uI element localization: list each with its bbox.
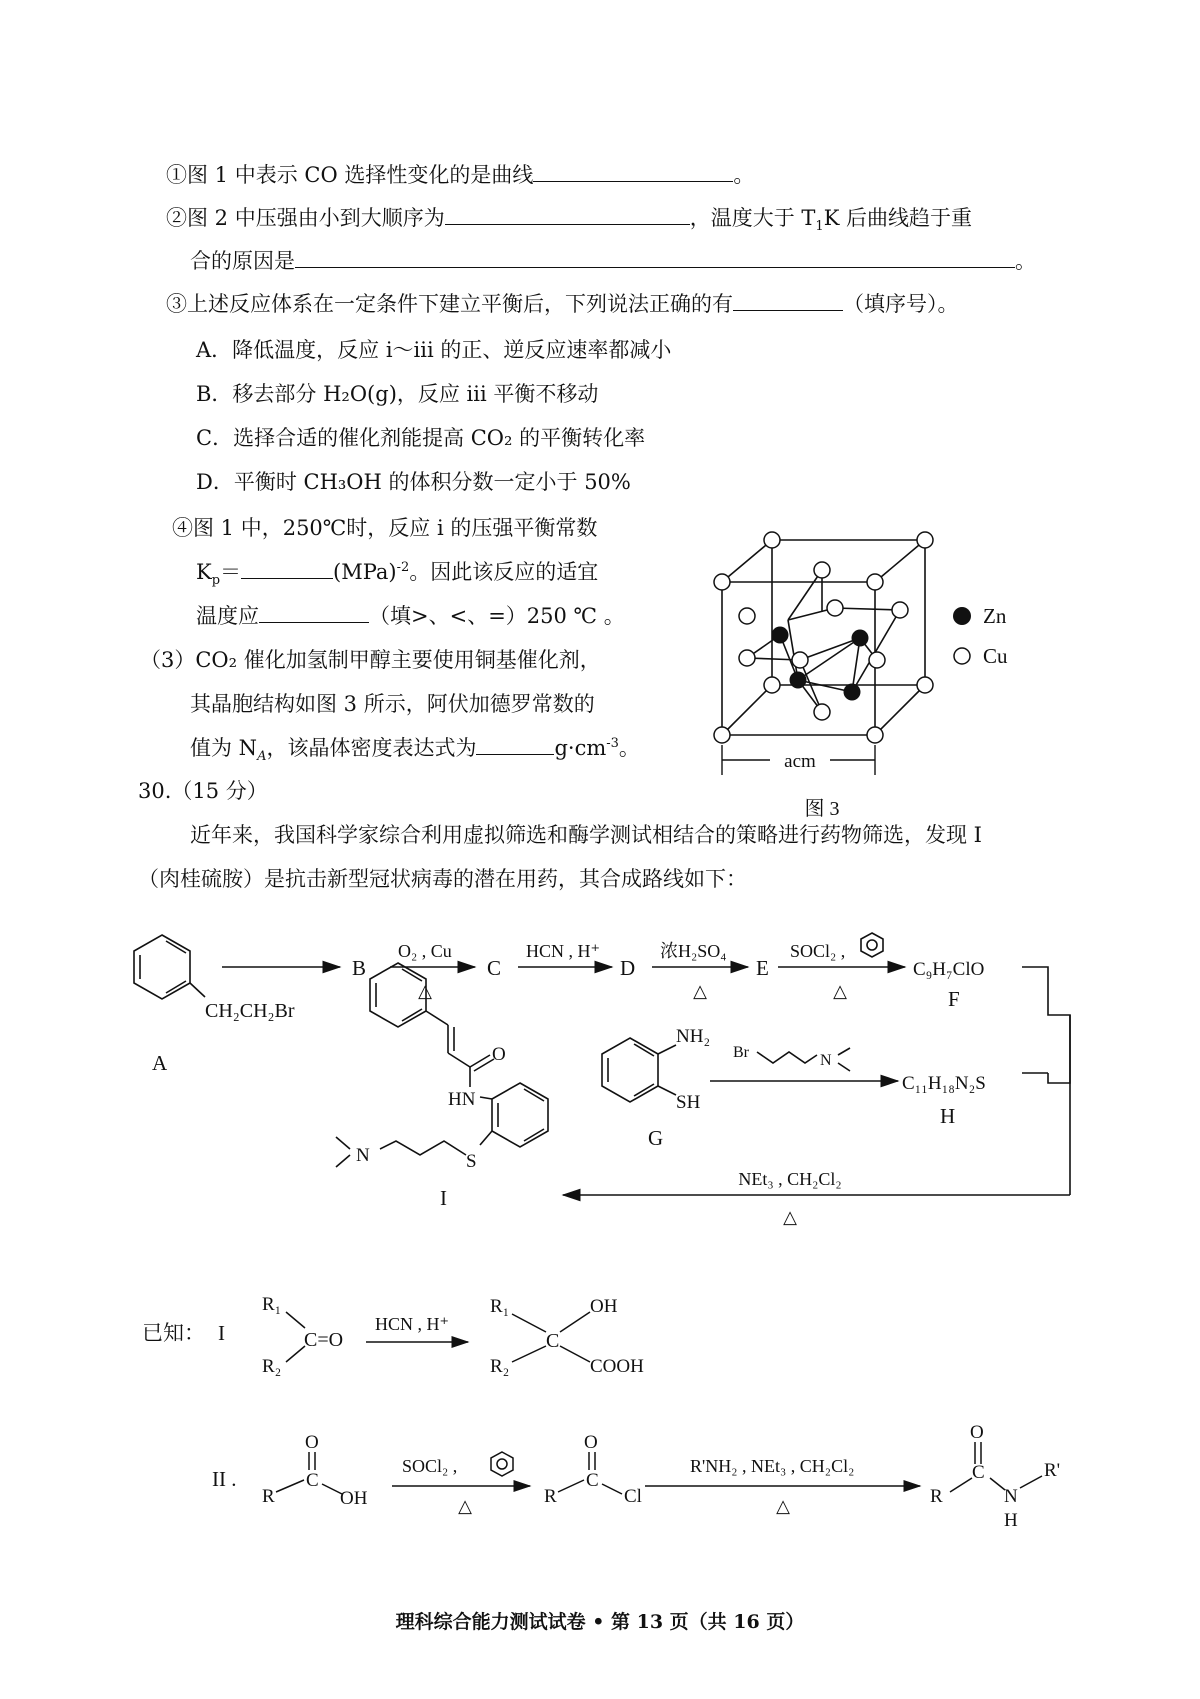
- svg-text:HCN , H⁺: HCN , H⁺: [375, 1314, 450, 1334]
- svg-text:N: N: [1004, 1486, 1018, 1507]
- compound-b: B: [352, 956, 367, 980]
- svg-text:HCN , H⁺: HCN , H⁺: [526, 941, 601, 961]
- answer-blank[interactable]: [259, 604, 369, 623]
- known-label: 已知：: [142, 1321, 205, 1345]
- svg-text:O₂ , Cu: O₂ , Cu: [398, 941, 452, 961]
- svg-text:OH: OH: [340, 1488, 368, 1509]
- svg-text:R: R: [262, 1486, 275, 1507]
- unit-cell-figure: [700, 530, 1030, 820]
- svg-text:C=O: C=O: [304, 1329, 344, 1351]
- known-reactions: [0, 1280, 1200, 1570]
- q29-part3: （3）CO₂ 催化加氢制甲醇主要使用铜基催化剂，: [140, 648, 601, 672]
- zn-legend-label: Zn: [983, 604, 1007, 628]
- svg-text:△: △: [776, 1496, 790, 1516]
- svg-text:△: △: [458, 1496, 472, 1516]
- compound-f-label: F: [948, 987, 960, 1011]
- zn-atoms: [772, 627, 869, 701]
- answer-blank[interactable]: [533, 163, 733, 182]
- zn-legend-icon: [953, 607, 971, 625]
- cu-legend-label: Cu: [983, 644, 1008, 668]
- q29-part3-line3: 值为 $N_A$，该晶体密度表达式为 $g\cdot cm^{-3}$。: [190, 736, 640, 765]
- answer-blank[interactable]: [733, 292, 843, 311]
- benzene-ring-i-bottom: [492, 1083, 548, 1147]
- svg-text:O: O: [305, 1432, 319, 1453]
- synthesis-scheme: [0, 905, 1200, 1275]
- option-a: A．降低温度，反应 i～iii 的正、逆反应速率都减小: [196, 338, 672, 362]
- svg-text:HN: HN: [448, 1089, 476, 1110]
- q30-intro-line1: 近年来，我国科学家综合利用虚拟筛选和酶学测试相结合的策略进行药物筛选，发现 I: [190, 823, 982, 847]
- svg-text:R₁: R₁: [490, 1296, 510, 1317]
- q29-item2-cont: 合的原因是 。: [190, 249, 1036, 273]
- svg-text:C: C: [972, 1462, 985, 1483]
- benzene-ring-g: [602, 1038, 658, 1102]
- svg-text:Br: Br: [733, 1044, 749, 1061]
- svg-text:C: C: [586, 1470, 599, 1491]
- svg-text:H: H: [1004, 1510, 1018, 1531]
- cu-legend-icon: [954, 648, 970, 664]
- svg-text:O: O: [970, 1422, 984, 1443]
- svg-text:COOH: COOH: [590, 1356, 644, 1377]
- svg-text:△: △: [833, 981, 847, 1001]
- compound-a-label: A: [152, 1051, 168, 1075]
- answer-blank[interactable]: [241, 560, 333, 579]
- option-c: C．选择合适的催化剂能提高 CO₂ 的平衡转化率: [196, 426, 646, 450]
- benzene-ring-a: [134, 935, 190, 999]
- svg-text:SOCl₂ ,: SOCl₂ ,: [790, 941, 846, 961]
- svg-text:SH: SH: [676, 1092, 701, 1113]
- figure-caption: 图 3: [804, 798, 840, 820]
- q30-intro-line2: （肉桂硫胺）是抗击新型冠状病毒的潜在用药，其合成路线如下：: [138, 867, 747, 891]
- svg-text:R₁: R₁: [262, 1294, 282, 1315]
- q29-item1: ①图 1 中表示 CO 选择性变化的是曲线 。: [166, 163, 755, 187]
- svg-text:R': R': [1044, 1460, 1061, 1481]
- svg-text:SOCl₂ ,: SOCl₂ ,: [402, 1456, 458, 1476]
- svg-text:N: N: [820, 1052, 832, 1069]
- svg-text:OH: OH: [590, 1296, 618, 1317]
- option-b: B．移去部分 H₂O(g)，反应 iii 平衡不移动: [196, 382, 599, 406]
- cu-atoms: [714, 532, 933, 743]
- svg-text:Cl: Cl: [624, 1486, 642, 1507]
- svg-text:NH₂: NH₂: [676, 1026, 711, 1047]
- compound-c: C: [487, 956, 502, 980]
- svg-text:C: C: [546, 1330, 560, 1352]
- svg-text:I: I: [218, 1321, 225, 1345]
- svg-text:R: R: [930, 1486, 943, 1507]
- q29-item4-temp: 温度应 （填>、<、=）250 ℃ 。: [196, 604, 625, 628]
- q29-item3: ③上述反应体系在一定条件下建立平衡后，下列说法正确的有 （填序号）。: [166, 292, 959, 316]
- svg-text:R₂: R₂: [262, 1356, 282, 1377]
- answer-blank[interactable]: [295, 249, 1015, 268]
- svg-text:R₂: R₂: [490, 1356, 510, 1377]
- svg-text:△: △: [783, 1207, 797, 1227]
- svg-text:△: △: [693, 981, 707, 1001]
- compound-h-label: H: [940, 1104, 956, 1128]
- svg-text:II .: II .: [212, 1467, 237, 1491]
- compound-i-label: I: [440, 1186, 447, 1210]
- q29-part3-line2: 其晶胞结构如图 3 所示，阿伏加德罗常数的: [190, 692, 595, 716]
- page-footer: 理科综合能力测试试卷 • 第 13 页（共 16 页）: [395, 1611, 805, 1633]
- q29-item4: ④图 1 中，250℃时，反应 i 的压强平衡常数: [172, 516, 598, 540]
- svg-text:N: N: [356, 1145, 370, 1166]
- answer-blank[interactable]: [476, 736, 554, 755]
- compound-d: D: [620, 956, 636, 980]
- compound-e: E: [756, 956, 769, 980]
- compound-g-label: G: [648, 1126, 664, 1150]
- svg-text:NEt₃ , CH₂Cl₂: NEt₃ , CH₂Cl₂: [738, 1169, 842, 1189]
- q29-item2: ②图 2 中压强由小到大顺序为 ，温度大于 $T_1K$ 后曲线趋于重: [166, 206, 973, 235]
- q30-header: 30.（15 分）: [138, 779, 268, 803]
- svg-text:R'NH₂ , NEt₃ , CH₂Cl₂: R'NH₂ , NEt₃ , CH₂Cl₂: [690, 1456, 855, 1476]
- q29-item4-kp: $K_p= (MPa)^{-2}$。因此该反应的适宜: [196, 560, 599, 589]
- option-d: D．平衡时 CH₃OH 的体积分数一定小于 50%: [196, 470, 631, 494]
- svg-text:CH₂CH₂Br: CH₂CH₂Br: [205, 1000, 295, 1022]
- svg-text:浓H₂SO₄: 浓H₂SO₄: [660, 941, 727, 961]
- compound-h-formula: C₁₁H₁₈N₂S: [902, 1073, 986, 1094]
- svg-text:△: △: [418, 981, 432, 1001]
- svg-text:O: O: [492, 1044, 506, 1065]
- compound-f-formula: C₉H₇ClO: [913, 959, 985, 980]
- answer-blank[interactable]: [445, 206, 690, 225]
- svg-text:R: R: [544, 1486, 557, 1507]
- edge-label: acm: [784, 751, 816, 772]
- svg-text:S: S: [466, 1151, 477, 1172]
- svg-text:O: O: [584, 1432, 598, 1453]
- svg-text:C: C: [306, 1470, 319, 1491]
